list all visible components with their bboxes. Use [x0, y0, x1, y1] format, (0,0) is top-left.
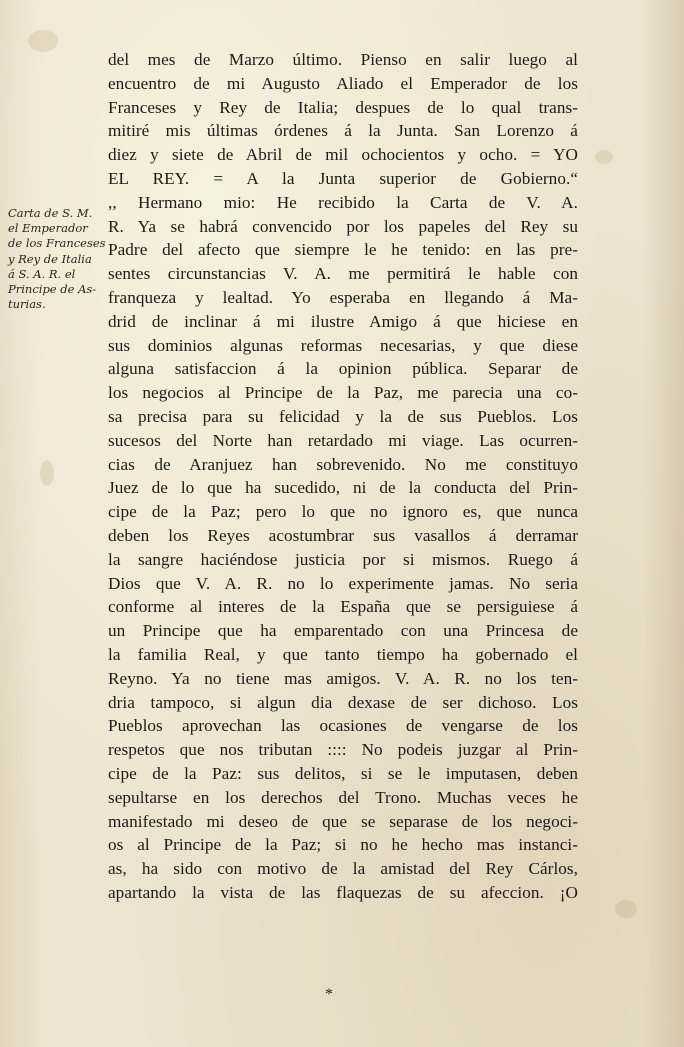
text-line: diez y siete de Abril de mil ochocientos y ocho. = YO — [108, 145, 578, 165]
text-line: Pueblos aprovechan las ocasiones de vengarse de los — [108, 716, 578, 736]
text-line: Dios que V. A. R. no lo experimente jamas. No seria — [108, 573, 578, 593]
text-line: Reyno. Ya no tiene mas amigos. V. A. R. no los ten- — [108, 668, 578, 688]
text-line: dria tampoco, si algun dia dexase de ser dichoso. Los — [108, 692, 578, 712]
text-line: os al Principe de la Paz; si no he hecho mas instanci- — [108, 835, 578, 855]
paper-stain — [595, 150, 613, 164]
text-line: cipe de la Paz; pero lo que no ignoro es, que nunca — [108, 502, 578, 522]
paper-stain — [28, 30, 58, 52]
text-line: del mes de Marzo último. Pienso en salir luego al — [108, 50, 578, 69]
text-line: los negocios al Principe de la Paz, me parecia una co- — [108, 383, 578, 403]
margin-note-line: el Emperador — [8, 221, 88, 236]
text-line: as, ha sido con motivo de la amistad del Rey Cárlos, — [108, 859, 578, 879]
text-line: cipe de la Paz: sus delitos, si se le imputasen, deben — [108, 763, 578, 783]
text-line: deben los Reyes acostumbrar sus vasallos á derramar — [108, 525, 578, 545]
paper-stain — [615, 900, 637, 918]
body-text — [108, 48, 578, 905]
paper-stain — [40, 460, 54, 486]
text-line: conforme al interes de la España que se persiguiese á — [108, 597, 578, 617]
text-line: apartando la vista de las flaquezas de su afeccion. ¡O — [108, 882, 578, 902]
margin-note-line: de los Franceses — [8, 236, 106, 251]
text-line: Padre del afecto que siempre le he tenido: en las pre- — [108, 240, 578, 260]
margin-note — [8, 206, 112, 312]
margin-note-line: turias. — [8, 297, 46, 312]
text-line: un Principe que ha emparentado con una Princesa de — [108, 621, 578, 641]
margin-note-line: y Rey de Italia — [8, 251, 92, 266]
text-line: sentes circunstancias V. A. me permitirá le hable con — [108, 264, 578, 284]
text-line: EL REY. = A la Junta superior de Gobierno.“ — [108, 168, 578, 188]
signature-mark: * — [325, 986, 333, 1003]
text-line: alguna satisfaccion á la opinion pública. Separar de — [108, 359, 578, 379]
text-line: franqueza y lealtad. Yo esperaba en llegando á Ma- — [108, 287, 578, 307]
margin-note-line: Principe de As- — [8, 282, 97, 297]
text-line: encuentro de mi Augusto Aliado el Emperador de los — [108, 73, 578, 93]
text-line: ,, Hermano mio: He recibido la Carta de V. A. — [108, 192, 578, 212]
text-line: Juez de lo que ha sucedido, ni de la conducta del Prin- — [108, 478, 578, 498]
text-line: respetos que nos tributan :::: No podeis juzgar al Prin- — [108, 740, 578, 760]
text-line: manifestado mi deseo de que se separase de los negoci- — [108, 811, 578, 831]
text-line: la sangre haciéndose justicia por si mismos. Ruego á — [108, 549, 578, 569]
text-line: la familia Real, y que tanto tiempo ha gobernado el — [108, 644, 578, 664]
text-line: sus dominios algunas reformas necesarias, y que diese — [108, 335, 578, 355]
text-line: sa precisa para su felicidad y la de sus Pueblos. Los — [108, 406, 578, 426]
text-line: sepultarse en los derechos del Trono. Muchas veces he — [108, 787, 578, 807]
text-line: R. Ya se habrá convencido por los papeles del Rey su — [108, 216, 578, 236]
text-line: sucesos del Norte han retardado mi viage. Las ocurren- — [108, 430, 578, 450]
margin-note-line: Carta de S. M. — [8, 206, 93, 220]
text-line: drid de inclinar á mi ilustre Amigo á que hiciese en — [108, 311, 578, 331]
margin-note-line: á S. A. R. el — [8, 266, 76, 281]
text-line: cias de Aranjuez han sobrevenido. No me constituyo — [108, 454, 578, 474]
text-line: mitiré mis últimas órdenes á la Junta. San Lorenzo á — [108, 121, 578, 141]
text-line: Franceses y Rey de Italia; despues de lo qual trans- — [108, 97, 578, 117]
